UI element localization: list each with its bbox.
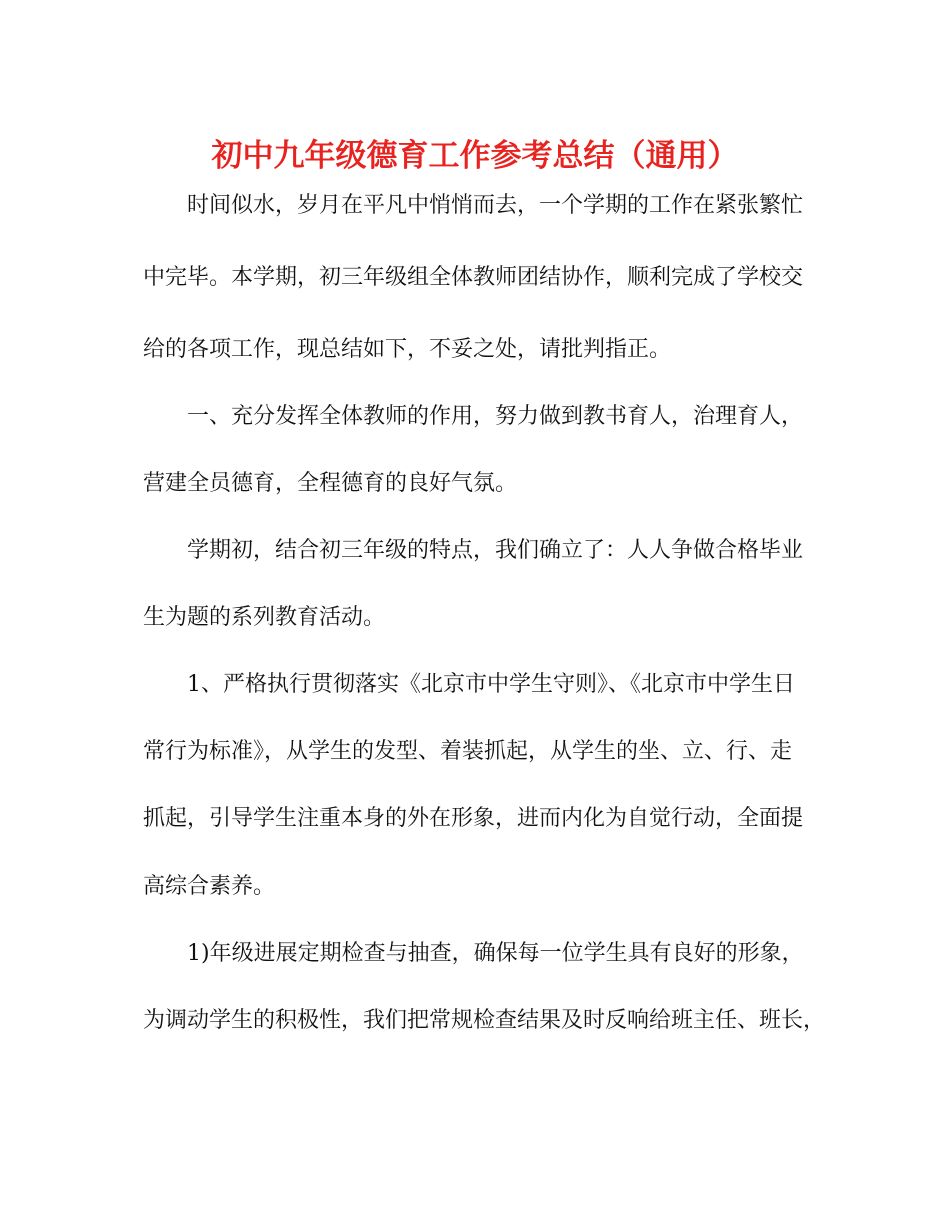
paragraph-line: 1)年级进展定期检查与抽查，确保每一位学生具有良好的形象， xyxy=(187,941,804,966)
document-title: 初中九年级德育工作参考总结（通用） xyxy=(211,138,739,174)
paragraph-line: 营建全员德育，全程德育的良好气氛。 xyxy=(143,471,518,496)
paragraph-line: 生为题的系列教育活动。 xyxy=(143,605,386,630)
paragraph-line: 一、充分发挥全体教师的作用，努力做到教书育人，治理育人， xyxy=(187,404,804,429)
paragraph-line: 高综合素养。 xyxy=(143,874,276,899)
paragraph-line: 时间似水，岁月在平凡中悄悄而去，一个学期的工作在紧张繁忙 xyxy=(187,193,804,218)
paragraph-line: 常行为标准》，从学生的发型、着装抓起，从学生的坐、立、行、走 xyxy=(143,739,793,764)
paragraph-line: 1、严格执行贯彻落实《北京市中学生守则》、《北京市中学生日 xyxy=(187,672,795,697)
paragraph-line: 学期初，结合初三年级的特点，我们确立了：人人争做合格毕业 xyxy=(187,538,804,563)
paragraph-line: 给的各项工作，现总结如下，不妥之处，请批判指正。 xyxy=(143,337,672,362)
paragraph-line: 为调动学生的积极性，我们把常规检查结果及时反响给班主任、班长， xyxy=(143,1008,826,1033)
paragraph-line: 中完毕。本学期，初三年级组全体教师团结协作，顺利完成了学校交 xyxy=(143,265,804,290)
paragraph-line: 抓起，引导学生注重本身的外在形象，进而内化为自觉行动，全面提 xyxy=(143,806,804,831)
